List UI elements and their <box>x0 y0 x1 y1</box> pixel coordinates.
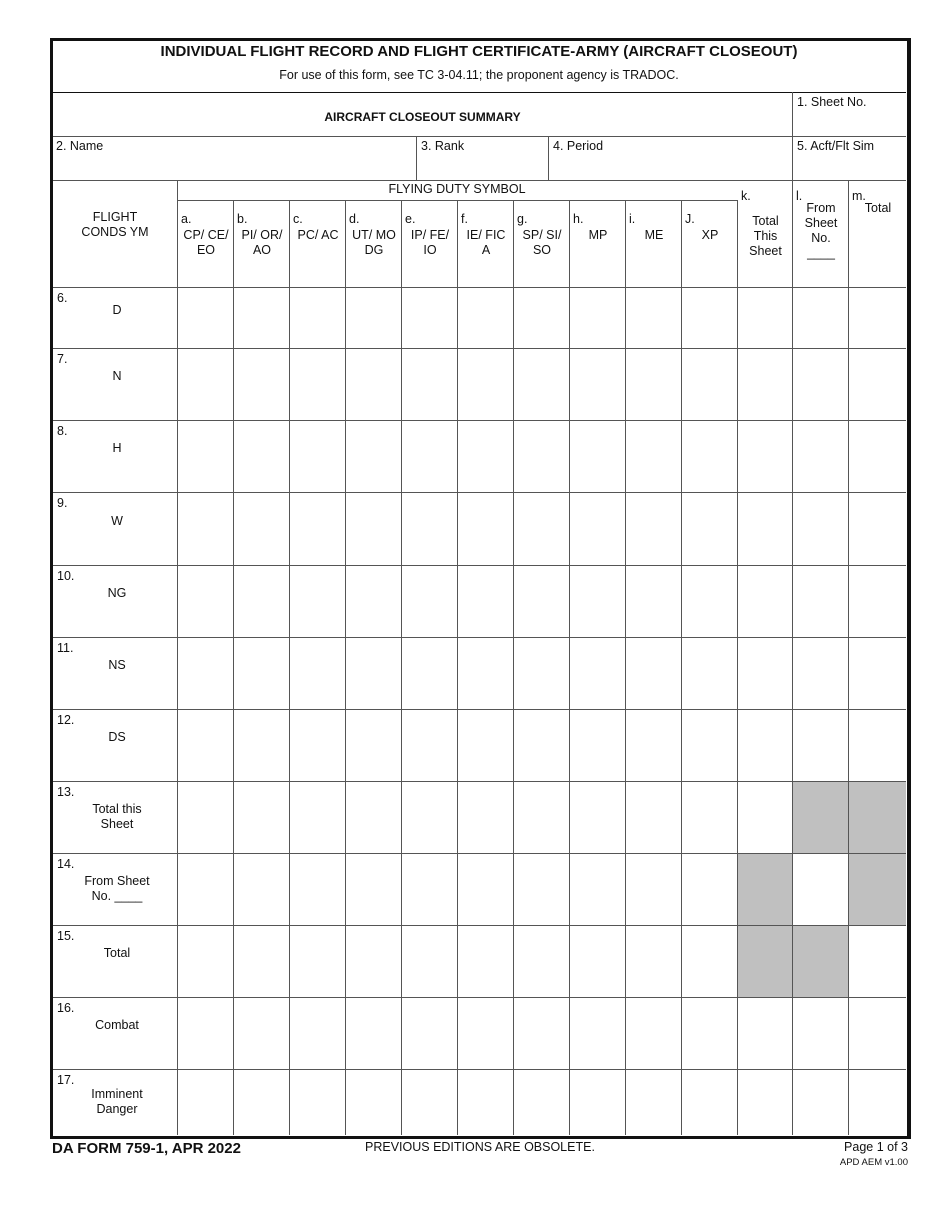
entry-cell[interactable] <box>290 998 345 1069</box>
entry-cell[interactable] <box>738 1070 792 1135</box>
entry-cell[interactable] <box>458 493 513 565</box>
entry-cell[interactable] <box>346 421 401 492</box>
entry-cell[interactable] <box>738 566 792 637</box>
entry-cell[interactable] <box>514 782 569 853</box>
row-label: D <box>112 302 122 317</box>
entry-cell[interactable] <box>178 421 233 492</box>
column-letter: J. <box>685 212 695 226</box>
column-letter: h. <box>573 212 584 226</box>
row-label: H <box>112 441 122 455</box>
form-id: DA FORM 759-1, APR 2022 <box>52 1140 241 1157</box>
column-letter: i. <box>629 212 636 226</box>
entry-cell[interactable] <box>402 710 457 781</box>
entry-cell[interactable] <box>626 421 681 492</box>
entry-cell[interactable] <box>458 349 513 420</box>
column-header-j: XP <box>701 228 719 242</box>
entry-cell[interactable] <box>626 566 681 637</box>
entry-cell[interactable] <box>402 638 457 709</box>
column-letter: a. <box>181 212 192 226</box>
entry-cell[interactable] <box>290 782 345 853</box>
obsolete-notice: PREVIOUS EDITIONS ARE OBSOLETE. <box>365 1140 595 1154</box>
form-subtitle: For use of this form, see TC 3-04.11; the proponent agency is TRADOC. <box>279 68 679 82</box>
row-number: 17. <box>57 1073 75 1087</box>
entry-cell[interactable] <box>793 421 848 492</box>
entry-cell[interactable] <box>234 349 289 420</box>
row-number: 8. <box>57 424 68 438</box>
entry-cell[interactable] <box>626 1070 681 1135</box>
entry-cell[interactable] <box>234 782 289 853</box>
column-header-i: ME <box>644 228 664 242</box>
entry-cell[interactable] <box>626 782 681 853</box>
entry-cell[interactable] <box>178 566 233 637</box>
entry-cell[interactable] <box>849 421 906 492</box>
entry-cell[interactable] <box>738 349 792 420</box>
column-letter: m. <box>852 189 866 203</box>
entry-cell[interactable] <box>234 638 289 709</box>
row-label: Combat <box>95 1018 139 1032</box>
entry-cell[interactable] <box>514 566 569 637</box>
entry-cell[interactable] <box>626 349 681 420</box>
entry-cell[interactable] <box>570 926 625 997</box>
entry-cell[interactable] <box>346 998 401 1069</box>
entry-cell[interactable] <box>849 926 906 997</box>
entry-cell[interactable] <box>570 854 625 925</box>
entry-cell[interactable] <box>626 493 681 565</box>
row-number: 9. <box>57 496 68 510</box>
shaded-cell <box>792 781 848 853</box>
entry-cell[interactable] <box>458 854 513 925</box>
entry-cell[interactable] <box>682 288 737 348</box>
entry-cell[interactable] <box>346 1070 401 1135</box>
column-header-g: SP/ SI/ SO <box>522 228 562 257</box>
shaded-cell <box>848 781 906 853</box>
entry-cell[interactable] <box>793 349 848 420</box>
entry-cell[interactable] <box>570 566 625 637</box>
summary-title: AIRCRAFT CLOSEOUT SUMMARY <box>324 110 521 124</box>
entry-cell[interactable] <box>402 288 457 348</box>
row-label: NS <box>108 658 126 672</box>
entry-cell[interactable] <box>234 566 289 637</box>
column-header-m: Total <box>864 201 892 215</box>
row-number: 6. <box>57 291 68 305</box>
entry-cell[interactable] <box>178 782 233 853</box>
entry-cell[interactable] <box>682 493 737 565</box>
rank-field[interactable]: 3. Rank <box>421 139 465 153</box>
entry-cell[interactable] <box>402 493 457 565</box>
entry-cell[interactable] <box>346 288 401 348</box>
divider <box>53 92 906 93</box>
entry-cell[interactable] <box>458 1070 513 1135</box>
entry-cell[interactable] <box>682 926 737 997</box>
entry-cell[interactable] <box>402 998 457 1069</box>
entry-cell[interactable] <box>346 854 401 925</box>
column-header-l: From Sheet No. ____ <box>804 201 838 260</box>
column-letter: c. <box>293 212 303 226</box>
entry-cell[interactable] <box>682 710 737 781</box>
row-number: 11. <box>57 641 74 655</box>
shaded-cell <box>848 853 906 925</box>
entry-cell[interactable] <box>514 493 569 565</box>
row-label: W <box>111 513 123 528</box>
entry-cell[interactable] <box>402 782 457 853</box>
entry-cell[interactable] <box>458 998 513 1069</box>
entry-cell[interactable] <box>570 493 625 565</box>
row-label: Total <box>103 946 131 960</box>
entry-cell[interactable] <box>738 493 792 565</box>
entry-cell[interactable] <box>849 566 906 637</box>
entry-cell[interactable] <box>793 998 848 1069</box>
entry-cell[interactable] <box>682 782 737 853</box>
entry-cell[interactable] <box>514 421 569 492</box>
entry-cell[interactable] <box>626 926 681 997</box>
divider <box>416 136 417 180</box>
entry-cell[interactable] <box>458 782 513 853</box>
entry-cell[interactable] <box>570 638 625 709</box>
divider <box>53 180 906 181</box>
entry-cell[interactable] <box>402 926 457 997</box>
entry-cell[interactable] <box>570 288 625 348</box>
entry-cell[interactable] <box>514 998 569 1069</box>
entry-cell[interactable] <box>290 710 345 781</box>
entry-cell[interactable] <box>738 998 792 1069</box>
entry-cell[interactable] <box>458 421 513 492</box>
entry-cell[interactable] <box>570 421 625 492</box>
entry-cell[interactable] <box>234 926 289 997</box>
entry-cell[interactable] <box>682 854 737 925</box>
entry-cell[interactable] <box>793 854 848 925</box>
entry-cell[interactable] <box>570 782 625 853</box>
entry-cell[interactable] <box>849 493 906 565</box>
column-letter: b. <box>237 212 248 226</box>
entry-cell[interactable] <box>458 638 513 709</box>
entry-cell[interactable] <box>234 710 289 781</box>
column-letter: g. <box>517 212 528 226</box>
entry-cell[interactable] <box>514 288 569 348</box>
entry-cell[interactable] <box>849 1070 906 1135</box>
entry-cell[interactable] <box>290 1070 345 1135</box>
entry-cell[interactable] <box>290 349 345 420</box>
row-label: DS <box>108 730 126 744</box>
entry-cell[interactable] <box>346 493 401 565</box>
row-label: From Sheet No. ____ <box>84 874 150 903</box>
entry-cell[interactable] <box>290 854 345 925</box>
period-field[interactable]: 4. Period <box>553 139 604 153</box>
entry-cell[interactable] <box>178 1070 233 1135</box>
form-title: INDIVIDUAL FLIGHT RECORD AND FLIGHT CERTIFICATE-ARMY (AIRCRAFT CLOSEOUT) <box>160 43 798 60</box>
entry-cell[interactable] <box>626 998 681 1069</box>
page-number: Page 1 of 3 <box>844 1140 908 1154</box>
entry-cell[interactable] <box>290 288 345 348</box>
entry-cell[interactable] <box>626 710 681 781</box>
entry-cell[interactable] <box>234 998 289 1069</box>
entry-cell[interactable] <box>234 288 289 348</box>
entry-cell[interactable] <box>738 288 792 348</box>
entry-cell[interactable] <box>626 638 681 709</box>
row-number: 13. <box>57 785 75 799</box>
row-label: NG <box>107 586 127 600</box>
divider <box>53 136 906 137</box>
entry-cell[interactable] <box>570 710 625 781</box>
entry-cell[interactable] <box>738 421 792 492</box>
entry-cell[interactable] <box>514 1070 569 1135</box>
entry-cell[interactable] <box>346 566 401 637</box>
row-label: Imminent Danger <box>91 1087 143 1116</box>
column-header-c: PC/ AC <box>297 228 339 242</box>
row-number: 10. <box>57 569 75 583</box>
column-letter: e. <box>405 212 416 226</box>
name-field[interactable]: 2. Name <box>56 139 104 153</box>
entry-cell[interactable] <box>458 566 513 637</box>
entry-cell[interactable] <box>738 710 792 781</box>
entry-cell[interactable] <box>346 782 401 853</box>
column-header-f: IE/ FIC A <box>466 228 506 257</box>
column-letter: l. <box>796 189 803 203</box>
entry-cell[interactable] <box>514 926 569 997</box>
row-number: 12. <box>57 713 75 727</box>
entry-cell[interactable] <box>682 421 737 492</box>
entry-cell[interactable] <box>682 998 737 1069</box>
divider <box>548 136 549 180</box>
entry-cell[interactable] <box>178 854 233 925</box>
entry-cell[interactable] <box>793 288 848 348</box>
entry-cell[interactable] <box>793 493 848 565</box>
entry-cell[interactable] <box>234 854 289 925</box>
entry-cell[interactable] <box>234 493 289 565</box>
entry-cell[interactable] <box>290 421 345 492</box>
entry-cell[interactable] <box>178 288 233 348</box>
entry-cell[interactable] <box>682 349 737 420</box>
column-header-a: CP/ CE/ EO <box>183 228 229 257</box>
row-number: 14. <box>57 857 75 871</box>
column-header-d: UT/ MO DG <box>352 228 396 257</box>
version: APD AEM v1.00 <box>839 1157 908 1168</box>
entry-cell[interactable] <box>346 638 401 709</box>
entry-cell[interactable] <box>514 854 569 925</box>
entry-cell[interactable] <box>793 1070 848 1135</box>
entry-cell[interactable] <box>682 566 737 637</box>
entry-cell[interactable] <box>738 782 792 853</box>
entry-cell[interactable] <box>514 349 569 420</box>
row-label: Total this Sheet <box>92 802 142 831</box>
entry-cell[interactable] <box>178 638 233 709</box>
column-header-b: PI/ OR/ AO <box>241 228 283 257</box>
entry-cell[interactable] <box>290 638 345 709</box>
entry-cell[interactable] <box>178 926 233 997</box>
entry-cell[interactable] <box>570 1070 625 1135</box>
entry-cell[interactable] <box>178 998 233 1069</box>
column-letter: k. <box>741 189 751 203</box>
entry-cell[interactable] <box>402 566 457 637</box>
entry-cell[interactable] <box>234 1070 289 1135</box>
shaded-cell <box>792 925 848 997</box>
sheet-no-field[interactable]: 1. Sheet No. <box>797 95 867 109</box>
entry-cell[interactable] <box>570 998 625 1069</box>
shaded-cell <box>737 925 792 997</box>
entry-cell[interactable] <box>290 926 345 997</box>
entry-cell[interactable] <box>290 493 345 565</box>
flying-duty-symbol-header: FLYING DUTY SYMBOL <box>388 182 526 196</box>
entry-cell[interactable] <box>626 288 681 348</box>
entry-cell[interactable] <box>234 421 289 492</box>
entry-cell[interactable] <box>849 288 906 348</box>
entry-cell[interactable] <box>178 710 233 781</box>
entry-cell[interactable] <box>849 349 906 420</box>
entry-cell[interactable] <box>402 1070 457 1135</box>
entry-cell[interactable] <box>346 349 401 420</box>
entry-cell[interactable] <box>849 638 906 709</box>
row-number: 7. <box>57 352 68 366</box>
column-header-h: MP <box>588 228 608 242</box>
entry-cell[interactable] <box>793 638 848 709</box>
entry-cell[interactable] <box>178 349 233 420</box>
entry-cell[interactable] <box>402 854 457 925</box>
acft-field[interactable]: 5. Acft/Flt Sim <box>797 139 875 153</box>
column-letter: f. <box>461 212 468 226</box>
entry-cell[interactable] <box>514 638 569 709</box>
entry-cell[interactable] <box>849 998 906 1069</box>
flight-conds-header: FLIGHT CONDS YM <box>81 210 149 239</box>
entry-cell[interactable] <box>402 349 457 420</box>
divider <box>792 92 793 180</box>
row-number: 15. <box>57 929 75 943</box>
shaded-cell <box>737 853 792 925</box>
column-header-k: Total This Sheet <box>749 214 782 258</box>
entry-cell[interactable] <box>458 288 513 348</box>
entry-cell[interactable] <box>346 710 401 781</box>
entry-cell[interactable] <box>682 1070 737 1135</box>
row-label: N <box>112 369 122 383</box>
entry-cell[interactable] <box>849 710 906 781</box>
entry-cell[interactable] <box>793 566 848 637</box>
entry-cell[interactable] <box>793 710 848 781</box>
entry-cell[interactable] <box>738 638 792 709</box>
row-number: 16. <box>57 1001 75 1015</box>
column-header-e: IP/ FE/ IO <box>410 228 450 257</box>
entry-cell[interactable] <box>458 710 513 781</box>
entry-cell[interactable] <box>626 854 681 925</box>
column-letter: d. <box>349 212 360 226</box>
entry-cell[interactable] <box>402 421 457 492</box>
entry-cell[interactable] <box>346 926 401 997</box>
entry-cell[interactable] <box>682 638 737 709</box>
entry-cell[interactable] <box>458 926 513 997</box>
entry-cell[interactable] <box>514 710 569 781</box>
entry-cell[interactable] <box>290 566 345 637</box>
entry-cell[interactable] <box>178 493 233 565</box>
entry-cell[interactable] <box>570 349 625 420</box>
